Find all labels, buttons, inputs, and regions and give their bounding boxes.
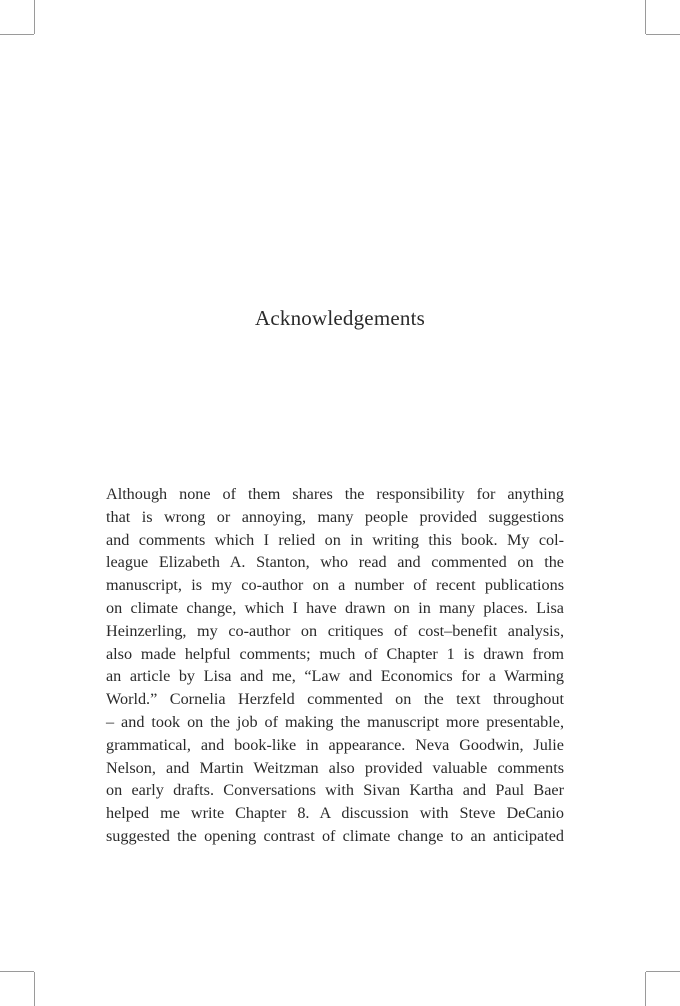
- paragraph-line: league Elizabeth A. Stanton, who read and commented on the: [106, 553, 564, 572]
- paragraph-line: manuscript, is my co-author on a number of recent publications: [106, 576, 564, 595]
- crop-mark-top-left-horizontal: [0, 34, 34, 35]
- paragraph-line: suggested the opening contrast of climate change to an anticipated: [106, 826, 564, 845]
- paragraph-line: World.” Cornelia Herzfeld commented on the text throughout: [106, 690, 564, 709]
- paragraph-line: Nelson, and Martin Weitzman also provided valuable comments: [106, 758, 564, 777]
- paragraph-line: helped me write Chapter 8. A discussion with Steve DeCanio: [106, 804, 564, 823]
- paragraph-line: Although none of them shares the responsibility for anything: [106, 485, 564, 503]
- crop-mark-bottom-right-horizontal: [646, 971, 680, 972]
- paragraph-line: an article by Lisa and me, “Law and Economics for a Warming: [106, 667, 564, 686]
- crop-mark-top-right-horizontal: [646, 34, 680, 35]
- page-title: Acknowledgements: [255, 306, 425, 330]
- paragraph-line: and comments which I relied on in writing this book. My col-: [106, 530, 564, 549]
- paragraph-line: – and took on the job of making the manuscript more presentable,: [106, 712, 564, 731]
- crop-mark-bottom-left-horizontal: [0, 971, 34, 972]
- crop-mark-bottom-right-vertical: [645, 972, 646, 1006]
- paragraph-line: on early drafts. Conversations with Sivan Kartha and Paul Baer: [106, 781, 564, 800]
- crop-mark-top-left-vertical: [34, 0, 35, 34]
- paragraph-line: that is wrong or annoying, many people provided suggestions: [106, 507, 564, 526]
- crop-mark-bottom-left-vertical: [34, 972, 35, 1006]
- body-paragraph: [106, 483, 564, 848]
- paragraph-line: grammatical, and book-like in appearance. Neva Goodwin, Julie: [106, 735, 564, 754]
- paragraph-line: Heinzerling, my co-author on critiques of cost–benefit analysis,: [106, 621, 564, 640]
- paragraph-line: also made helpful comments; much of Chapter 1 is drawn from: [106, 644, 564, 663]
- crop-mark-top-right-vertical: [645, 0, 646, 34]
- paragraph-line: on climate change, which I have drawn on in many places. Lisa: [106, 598, 564, 617]
